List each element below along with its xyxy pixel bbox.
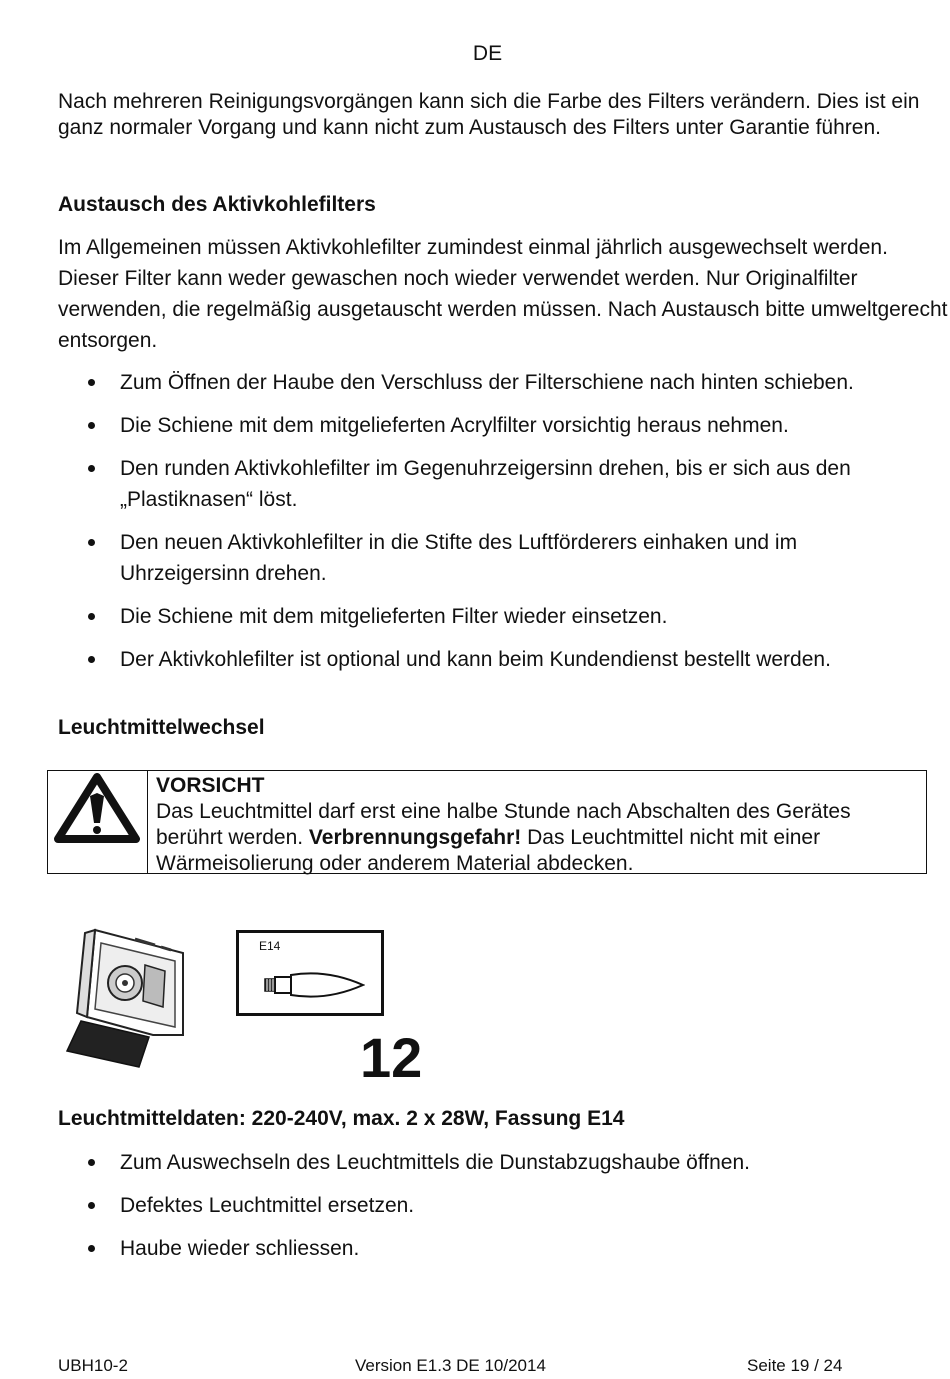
list-item: Den neuen Aktivkohlefilter in die Stifte des Luftförderers einhaken und im Uhrzeigersinn drehen. [0, 527, 940, 589]
footer-version: Version E1.3 DE 10/2014 [355, 1356, 546, 1375]
list-item: Defektes Leuchtmittel ersetzen. [0, 1190, 940, 1221]
list-item: Die Schiene mit dem mitgelieferten Filter wieder einsetzen. [0, 601, 940, 632]
carbon-filter-steps [0, 367, 940, 687]
burn-hazard-text: Verbrennungsgefahr! [308, 826, 522, 849]
bullet-icon [88, 379, 95, 386]
bullet-icon [88, 539, 95, 546]
figure-number: 12 [360, 1026, 423, 1089]
page-language: DE [472, 42, 503, 65]
warning-box [47, 770, 927, 874]
bullet-icon [88, 1159, 95, 1166]
warning-body: Das Leuchtmittel darf erst eine halbe Stunde nach Abschalten des Gerätes berührt werden. Verbrennungsgefahr! Das Leuchtmittel nicht mit einer Wärmeisolierung oder anderem Material abdecken. [156, 800, 851, 875]
bulb-type-label: E14 [259, 939, 281, 953]
section-heading-bulb-change: Leuchtmittelwechsel [58, 716, 265, 739]
list-item: Den runden Aktivkohlefilter im Gegenuhrzeigersinn drehen, bis er sich aus den „Plastiknasen“ löst. [0, 453, 940, 515]
list-item: Haube wieder schliessen. [0, 1233, 940, 1264]
bullet-icon [88, 613, 95, 620]
list-item: Die Schiene mit dem mitgelieferten Acrylfilter vorsichtig heraus nehmen. [0, 410, 940, 441]
section-heading-carbon-filter: Austausch des Aktivkohlefilters [58, 193, 376, 216]
section-heading-bulb-data: Leuchtmitteldaten: 220-240V, max. 2 x 28W, Fassung E14 [58, 1107, 625, 1130]
bullet-icon [88, 1245, 95, 1252]
bulb-change-steps [0, 1147, 940, 1276]
warning-triangle-icon [48, 771, 147, 873]
list-item: Zum Auswechseln des Leuchtmittels die Dunstabzugshaube öffnen. [0, 1147, 940, 1178]
warning-title: VORSICHT [156, 774, 265, 797]
bulb-diagram [236, 930, 384, 1016]
hood-illustration [65, 925, 190, 1070]
list-item: Zum Öffnen der Haube den Verschluss der Filterschiene nach hinten schieben. [0, 367, 940, 398]
candle-bulb-icon [257, 965, 365, 1005]
footer-model: UBH10-2 [58, 1356, 128, 1375]
bullet-icon [88, 656, 95, 663]
carbon-filter-paragraph: Im Allgemeinen müssen Aktivkohlefilter zumindest einmal jährlich ausgewechselt werden. Dieser Filter kann weder gewaschen noch wieder verwendet werden. Nur Originalfilter verwenden, die regelmäßig ausgetauscht werden müssen. Nach Austausch bitte umweltgerecht entsorgen. [58, 236, 948, 352]
list-item: Der Aktivkohlefilter ist optional und kann beim Kundendienst bestellt werden. [0, 644, 940, 675]
footer-page-number: Seite 19 / 24 [747, 1356, 843, 1375]
bullet-icon [88, 465, 95, 472]
intro-paragraph: Nach mehreren Reinigungsvorgängen kann sich die Farbe des Filters verändern. Dies ist ein ganz normaler Vorgang und kann nicht zum Austausch des Filters unter Garantie führen. [58, 90, 920, 139]
bullet-icon [88, 1202, 95, 1209]
warning-text [156, 773, 921, 877]
warning-icon-cell [48, 771, 148, 873]
bullet-icon [88, 422, 95, 429]
